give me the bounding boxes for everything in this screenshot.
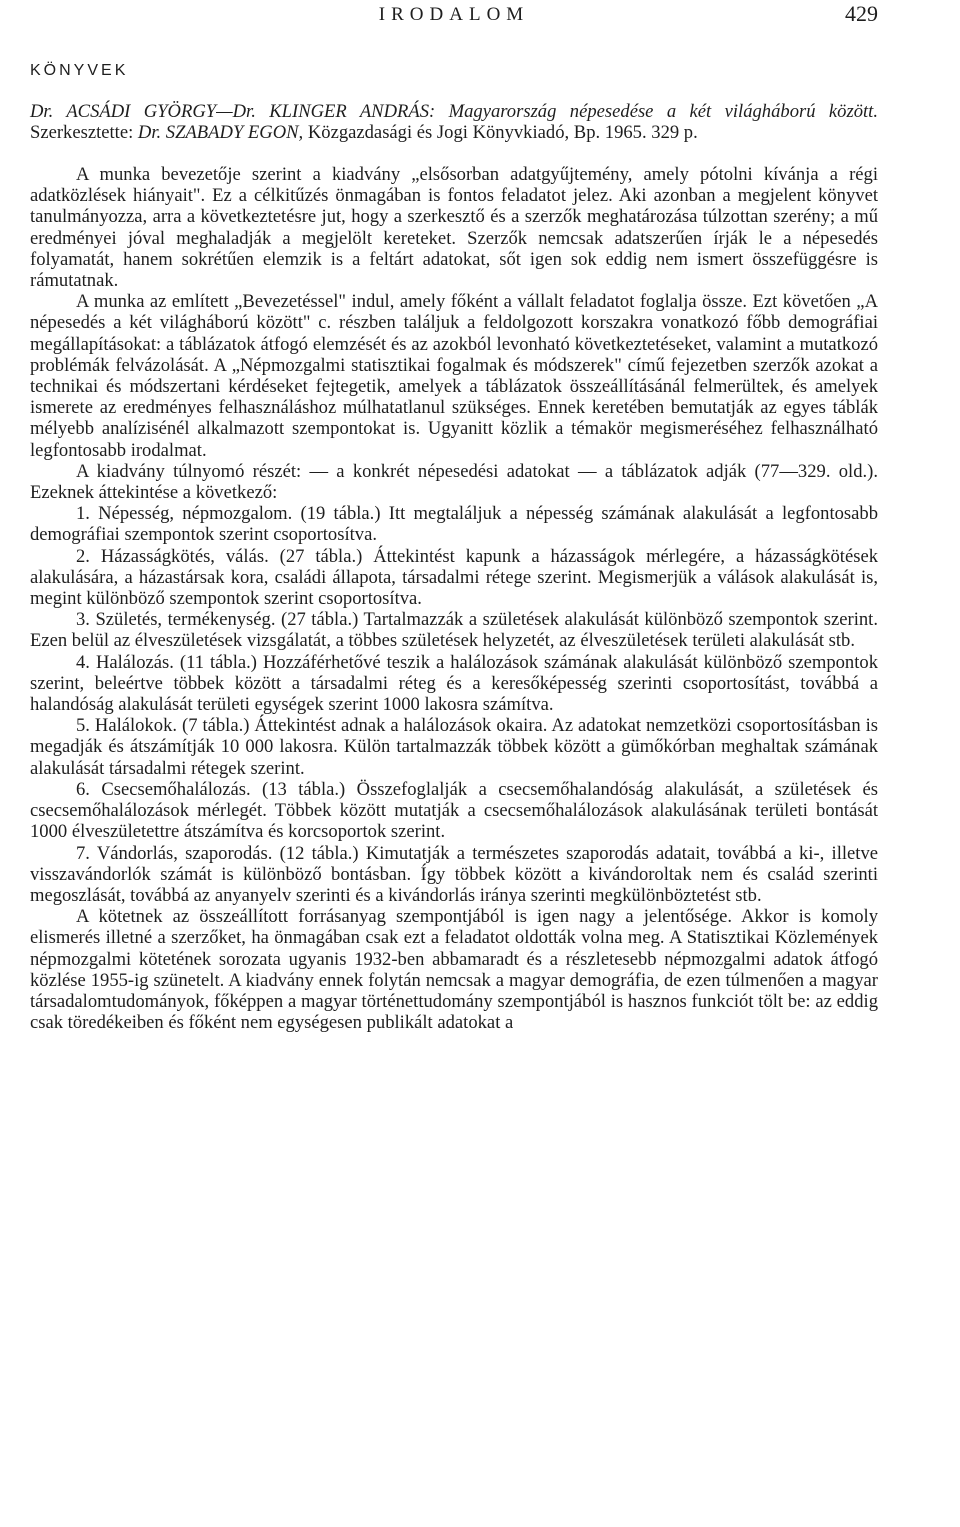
paragraph: A kiadvány túlnyomó részét: — a konkrét népesedési adatokat — a táblázatok adják (77—329. old.). Ezeknek áttekintése a következő: [30,460,878,504]
paragraph: A kötetnek az összeállított forrásanyag szempontjából is igen nagy a jelentősége. Akkor is komoly elismerés illetné a szerzőket, ha önmagában csak ezt a feladatot oldották volna meg. A Statisztikai Közlemények népmozgalmi kötetének sorozata ugyanis 1932-ben abbamaradt és a részletesebb népmozgalmi adatok átfogó közlése 1955-ig szünetelt. A kiadvány ennek folytán nemcsak a magyar demográfia, de ezen túlmenően a magyar társadalomtudományok, főképpen a magyar történettudomány szempontjából is hasznos funkciót tölt be: az eddig csak töredékeiben és főként nem egységesen publikált adatokat a [30,906,878,1034]
citation-authors: Dr. ACSÁDI GYÖRGY—Dr. KLINGER ANDRÁS: [30,101,436,122]
running-head [30,0,878,30]
citation-publisher: Közgazdasági és Jogi Könyvkiadó, Bp. 1965. 329 p. [307,122,698,143]
citation-editor-prefix: Szerkesztette: [30,122,134,143]
book-citation [30,101,878,143]
list-item: 4. Halálozás. (11 tábla.) Hozzáférhetővé teszik a halálozások számának alakulását különböző szempontok szerint, beleértve többek között a társadalmi réteg és a keresőképesség szerinti csoportosítást, továbbá a halandóság alakulását területi egységek szerint 1000 lakosra számítva. [30,651,878,716]
list-item: 5. Halálokok. (7 tábla.) Áttekintést adnak a halálozások okaira. Az adatokat nemzetközi csoportosításban is megadják és átszámítják 10 000 lakosra. Külön tartalmazzák többek között a gümőkórban meghaltak számának alakulását társadalmi rétegek szerint. [30,715,878,779]
list-item: 6. Csecsemőhalálozás. (13 tábla.) Összefoglalják a csecsemőhalandóság alakulását, a születések és csecsemőhalálozások mérlegét. Többek között mutatják a csecsemőhalálozások alakulásának területi bontását 1000 élveszületettre átszámítva és korcsoportok szerint. [30,778,878,843]
list-item: 3. Születés, termékenység. (27 tábla.) Tartalmazzák a születések alakulását különböző szempontok szerint. Ezen belül az élveszületések vizsgálatát, a többes születések helyzetét, az élveszületések területi alakulását stb. [30,609,878,652]
paragraph: A munka bevezetője szerint a kiadvány „elsősorban adatgyűjtemény, amely pótolni kívánja a régi adatközlések hiányait". Ez a célkitűzés önmagában is fontos feladatot jelez. Aki azonban a megjelent könyvet tanulmányozza, arra a következtetésre jut, hogy a szerkesztő és a szerzők meghatározása túlzottan szerény; a mű eredményei jóval meghaladják a megjelölt kereteket. Szerzők nemcsak adatszerűen írják le a népesedés folyamatát, hanem sokrétűen elemzik is a feltárt adatokat, sőt igen sok eddig nem ismert összefüggésre is rámutatnak. [30,164,878,292]
citation-title: Magyarország népesedése a két világháború között. [448,101,878,122]
citation-editor: Dr. SZABADY EGON, [137,122,304,143]
list-item: 2. Házasságkötés, válás. (27 tábla.) Áttekintést kapunk a házasságok mérlegére, a házasságkötések alakulására, a házastársak kora, családi állapota, társadalmi rétege szerint. Megismerjük a válások alakulását is, megint különböző szempontok szerint csoportosítva. [30,545,878,610]
list-item: 7. Vándorlás, szaporodás. (12 tábla.) Kimutatják a természetes szaporodás adatait, továbbá a ki-, illetve visszavándorlók számát is különböző bontásban. Így többek között a kivándoroltak nem és család szerinti megoszlását, továbbá az anyanyelv szerinti és a kivándorlás iránya szerinti megkülönböztetést stb. [30,842,878,906]
body-text [30,164,878,1033]
list-item: 1. Népesség, népmozgalom. (19 tábla.) Itt megtaláljuk a népesség számának alakulását a legfontosabb demográfiai szempontok szerint csoportosítva. [30,503,878,546]
paragraph: A munka az említett „Bevezetéssel" indul, amely főként a vállalt feladatot foglalja össze. Ezt követően „A népesedés a két világháború között" c. részben találjuk a feldolgozott korszakra vonatkozó főbb demográfiai megállapításokat: a táblázatok átfogó elemzését és az azokból levonható következtetéseket, valamint a mutatkozó problémák felvázolását. A „Népmozgalmi statisztikai fogalmak és módszerek" című fejezetben szerzők azokat a technikai és módszertani kérdéseket fejtegetik, amelyek a táblázatok összeállításánál felmerültek, és amelyek ismerete az eredményes felhasználáshoz múlhatatlanul szükséges. Ennek keretében bemutatják az egyes táblák mélyebb analízisénél alkalmazott szempontokat is. Ugyanitt közlik a témakör megismeréséhez felhasználható legfontosabb irodalmat. [30,291,878,461]
section-label: KÖNYVEK [30,62,129,79]
running-title: IRODALOM [378,4,530,25]
page-number: 429 [845,1,878,26]
